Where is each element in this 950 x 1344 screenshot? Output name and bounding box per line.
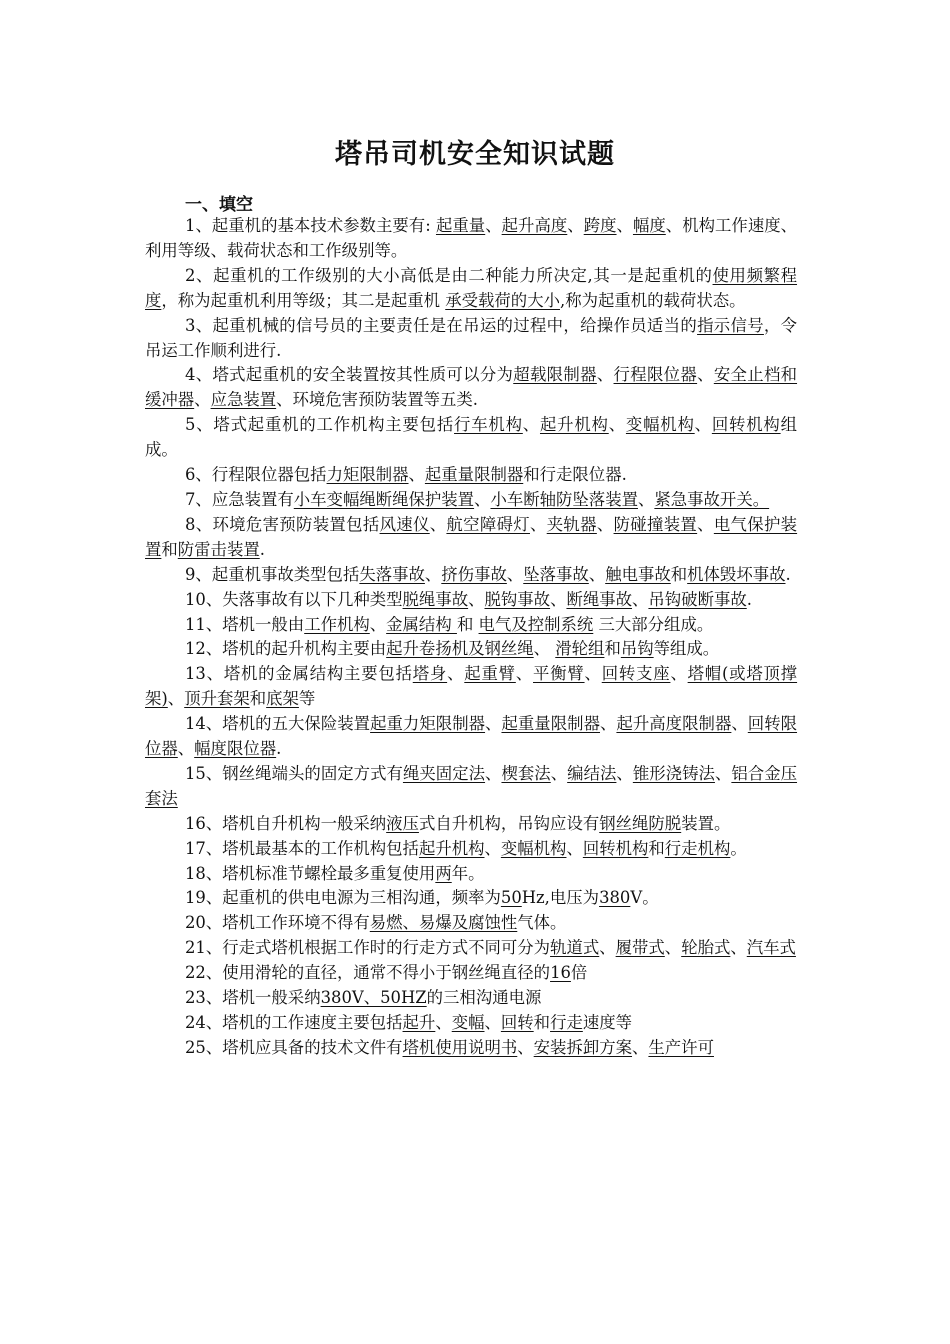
question-item (145, 613, 797, 638)
question-text: 、 (529, 514, 547, 534)
question-text: ,称为起重机的载荷状态。 (559, 290, 746, 310)
answer-blank: 电气保护装置 (145, 514, 798, 559)
answer-blank: 吊钩 (620, 639, 654, 659)
question-text: 、 (616, 216, 633, 235)
question-text: 组成。 (145, 415, 797, 460)
question-text: 、 (697, 514, 714, 534)
answer-blank: 回转机构 (711, 415, 781, 435)
answer-blank: 滑轮组 (555, 639, 605, 659)
answer-blank: 使用频繁程度 (145, 265, 798, 310)
question-text: 和行走限位器. (523, 465, 627, 485)
answer-blank: 起升高度限制器 (616, 714, 732, 734)
answer-blank: 吊钩破断事故 (648, 589, 747, 609)
answer-blank: 回转 (500, 1013, 534, 1032)
question-text: 、 (468, 589, 485, 609)
section-heading: 一、填空 (185, 195, 253, 215)
answer-blank: 防雷击装置 (177, 539, 260, 559)
answer-blank: 轨道式 (550, 938, 600, 958)
question-text: 、 (584, 664, 602, 684)
question-text: 和 (533, 1013, 551, 1032)
answer-blank: 回转支座 (601, 664, 671, 684)
answer-blank: 风速仪 (379, 514, 430, 534)
answer-blank: 触电事故 (605, 564, 671, 584)
answer-blank: 航空障碍灯 (446, 514, 530, 534)
question-text: 和 (161, 539, 178, 559)
answer-blank: 超载限制器 (513, 365, 597, 385)
question-text: 、 (599, 938, 616, 958)
question-text: 1、起重机的基本技术参数主要有: (185, 216, 436, 235)
answer-blank: 顶升套架 (184, 689, 250, 709)
answer-blank: 起升卷扬机及钢丝绳 (386, 639, 534, 659)
question-text: 、 (506, 564, 524, 584)
answer-blank: 起升高度 (501, 216, 568, 235)
question-text: 、 (194, 390, 211, 410)
answer-blank: 承受载荷的大小 (445, 290, 560, 310)
question-text: 、 (167, 689, 185, 709)
answer-blank: 行程限位器 (613, 365, 698, 385)
question-text: 、 (664, 938, 682, 958)
question-text: 25、塔机应具备的技术文件有 (185, 1037, 403, 1057)
answer-blank: 起重量 (435, 216, 486, 235)
question-item (145, 513, 797, 563)
question-text: 、 (424, 564, 442, 584)
answer-blank: 回转限位器 (145, 714, 798, 759)
question-text: 3、起重机械的信号员的主要责任是在吊运的过程中，给操作员适当的 (185, 315, 698, 335)
question-item (145, 886, 797, 911)
question-text: 、 (567, 216, 584, 235)
answer-blank: 起升 (402, 1013, 436, 1032)
answer-blank: 楔套法 (501, 763, 551, 783)
question-text: 的三相沟通电源 (426, 988, 542, 1008)
question-text: 4、塔式起重机的安全装置按其性质可以分为 (185, 365, 514, 385)
answer-blank: 履带式 (615, 938, 665, 958)
answer-blank: 幅度 (632, 216, 666, 235)
question-text: 19、起重机的供电电源为三相沟通，频率为 (185, 888, 501, 908)
answer-blank: 脱钩事故 (484, 589, 551, 609)
question-text: 、 (515, 664, 534, 684)
question-text: 5、塔式起重机的工作机构主要包括 (185, 415, 455, 435)
question-text: 式自升机构，吊钩应设有 (418, 813, 600, 833)
question-text: 、 (484, 838, 501, 858)
question-item (145, 812, 797, 837)
question-text: 和 (456, 614, 479, 634)
question-text: . (746, 589, 752, 609)
answer-blank: 起重量限制器 (501, 714, 600, 734)
question-text: 、 (697, 365, 714, 385)
question-text: 等组成。 (653, 639, 720, 659)
question-text: 三大部分组成。 (593, 614, 714, 634)
question-text: 、 (637, 489, 655, 509)
question-text: 、 (596, 365, 614, 385)
question-text: 、环境危害预防装置等五类. (276, 390, 479, 410)
answer-blank: 脱绳事故 (402, 589, 469, 609)
question-text: 和 (249, 689, 267, 709)
question-text: 23、塔机一般采纳 (185, 988, 321, 1008)
question-text: 、 (369, 614, 387, 634)
question-text: 14、塔机的五大保险装置 (185, 714, 371, 734)
question-text: 、 (632, 1037, 649, 1057)
answer-blank: 力矩限制器 (326, 465, 409, 485)
question-text: Hz,电压为 (521, 888, 600, 908)
question-text: 15、钢丝绳端头的固定方式有 (185, 763, 403, 783)
question-text: 、 (730, 938, 747, 958)
question-text: 、 (517, 1037, 534, 1057)
answer-blank: 底架 (266, 689, 299, 709)
question-text: 、 (522, 415, 540, 435)
question-item (145, 314, 797, 364)
question-text: 、 (408, 465, 425, 485)
question-text: 气体。 (517, 913, 567, 933)
question-list (145, 214, 797, 1061)
answer-blank: 16 (550, 963, 571, 983)
answer-blank: 变幅机构 (625, 415, 695, 435)
question-item (145, 214, 797, 264)
question-text: 和 (648, 838, 665, 858)
question-item (145, 637, 797, 662)
question-text: . (276, 739, 282, 759)
question-item (145, 961, 797, 986)
answer-blank: 液压 (386, 813, 419, 833)
question-text: 、 (429, 514, 447, 534)
answer-blank: 易燃、易爆及腐蚀性 (369, 913, 518, 933)
question-text: 倍 (570, 963, 588, 983)
answer-blank: 安全止档和缓冲器 (145, 365, 798, 410)
answer-blank: 电气及控制系统 (478, 614, 594, 634)
question-text: ，称为起重机利用等级；其二是起重机 (161, 290, 446, 310)
question-item (145, 488, 797, 513)
question-text: 、 (588, 564, 606, 584)
answer-blank: 回转机构 (582, 838, 649, 858)
answer-blank: 塔身 (412, 664, 448, 684)
question-text: 、 (447, 664, 465, 684)
question-text: 17、塔机最基本的工作机构包括 (185, 838, 419, 858)
question-text: 7、应急装置有 (185, 489, 294, 509)
answer-blank: 紧急事故开关。 (654, 489, 770, 509)
question-text: 、机构工作速度、利用等级、载荷状态和工作级别等。 (145, 216, 798, 260)
answer-blank: 变幅机构 (500, 838, 567, 858)
answer-blank: 金属结构 (386, 614, 457, 634)
question-text: 、 (550, 589, 567, 609)
answer-blank: 生产许可 (648, 1037, 714, 1057)
answer-blank: 工作机构 (304, 614, 370, 634)
answer-blank: 行走 (550, 1013, 583, 1032)
question-text: 和 (670, 564, 688, 584)
answer-blank: 机体毁坏事故 (687, 564, 786, 584)
question-text: 18、塔机标准节螺栓最多重复使用 (185, 863, 436, 883)
answer-blank: 起重量限制器 (424, 465, 524, 485)
answer-blank: 绳夹固定法 (402, 763, 486, 783)
question-text: 、 (566, 838, 583, 858)
question-text: 21、行走式塔机根据工作时的行走方式不同可分为 (185, 938, 551, 958)
answer-blank: 380V、50HZ (320, 988, 427, 1008)
question-text: 、 (485, 763, 502, 783)
question-text: 、 (484, 1013, 501, 1032)
answer-blank: 380 (599, 888, 631, 908)
answer-blank: 起重力矩限制器 (370, 714, 486, 734)
question-text: 年。 (451, 863, 485, 883)
question-text: 、 (731, 714, 748, 734)
answer-blank: 锥形浇铸法 (632, 763, 715, 783)
question-text: 8、环境危害预防装置包括 (185, 514, 380, 534)
question-text: 16、塔机自升机构一般采纳 (185, 813, 387, 833)
question-item (145, 911, 797, 936)
answer-blank: 两 (435, 863, 452, 883)
question-text: 11、塔机一般由 (185, 614, 305, 634)
answer-blank: 起升机构 (418, 838, 485, 858)
answer-blank: 变幅 (451, 1013, 485, 1032)
question-text: . (785, 564, 791, 584)
question-item (145, 837, 797, 862)
answer-blank: 失落事故 (359, 564, 425, 584)
answer-blank: 安装拆卸方案 (533, 1037, 633, 1057)
answer-blank: 挤伤事故 (441, 564, 507, 584)
question-item (145, 662, 797, 712)
answer-blank: 平衡臂 (533, 664, 585, 684)
answer-blank: 塔机使用说明书 (402, 1037, 518, 1057)
question-text: 、 (474, 489, 491, 509)
question-text: 20、塔机工作环境不得有 (185, 913, 370, 933)
question-text: 、 (533, 639, 556, 659)
answer-blank: 起重臂 (464, 664, 516, 684)
answer-blank: 小车断轴防坠落装置 (490, 489, 638, 509)
answer-blank: 轮胎式 (681, 938, 731, 958)
answer-blank: 坠落事故 (523, 564, 589, 584)
question-item (145, 463, 797, 488)
question-text: 12、塔机的起升机构主要由 (185, 639, 387, 659)
question-text: 2、起重机的工作级别的大小高低是由二种能力所决定,其一是起重机的 (185, 265, 713, 285)
question-item (145, 588, 797, 613)
answer-blank: 起升机构 (539, 415, 609, 435)
question-text: 10、失落事故有以下几种类型 (185, 589, 403, 609)
answer-blank: 防碰撞装置 (613, 514, 698, 534)
answer-blank: 行走机构 (664, 838, 731, 858)
question-item (145, 986, 797, 1011)
question-text: 、 (596, 514, 614, 534)
question-text: ，令吊运工作顺利进行. (145, 315, 798, 360)
question-item (145, 936, 797, 961)
answer-blank: 汽车式 (746, 938, 796, 958)
answer-blank: 夹轨器 (546, 514, 597, 534)
answer-blank: 跨度 (583, 216, 617, 235)
question-item (145, 264, 797, 314)
question-text: . (259, 539, 265, 559)
question-text: 、 (435, 1013, 452, 1032)
answer-blank: 指示信号 (697, 315, 764, 335)
question-item (145, 762, 797, 812)
question-text: 、 (177, 739, 195, 759)
question-item (145, 1036, 797, 1061)
question-item (145, 413, 797, 463)
question-text: 、 (485, 216, 502, 235)
question-text: V。 (630, 888, 659, 908)
answer-blank: 小车变幅绳断绳保护装置 (293, 489, 475, 509)
answer-blank: 应急装置 (210, 390, 277, 410)
question-text: 、 (694, 415, 712, 435)
answer-blank: 塔帽(或塔顶撑架) (145, 664, 798, 709)
answer-blank: 断绳事故 (566, 589, 633, 609)
answer-blank: 铝合金压套法 (145, 763, 798, 808)
question-text: 13、塔机的金属结构主要包括 (185, 664, 413, 684)
question-text: 、 (670, 664, 688, 684)
question-item (145, 862, 797, 887)
answer-blank: 行车机构 (454, 415, 523, 435)
question-text: 速度等 (582, 1013, 633, 1032)
question-item (145, 1011, 797, 1036)
question-text: 。 (730, 838, 747, 858)
answer-blank: 幅度限位器 (194, 739, 277, 759)
answer-blank: 钢丝绳防脱 (599, 813, 682, 833)
question-text: 、 (608, 415, 626, 435)
question-text: 、 (550, 763, 568, 783)
answer-blank: 50 (500, 888, 522, 908)
question-text: 、 (632, 589, 649, 609)
question-item (145, 563, 797, 588)
document-title: 塔吊司机安全知识试题 (335, 139, 615, 170)
question-text: 9、起重机事故类型包括 (185, 564, 360, 584)
question-text: 装置。 (681, 813, 731, 833)
question-item (145, 712, 797, 762)
question-item (145, 363, 797, 413)
question-text: 24、塔机的工作速度主要包括 (185, 1013, 403, 1032)
question-text: 22、使用滑轮的直径，通常不得小于钢丝绳直径的 (185, 963, 551, 983)
question-text: 、 (616, 763, 633, 783)
question-text: 6、行程限位器包括 (185, 465, 327, 485)
question-text: 、 (600, 714, 617, 734)
question-text: 、 (714, 763, 732, 783)
question-text: 和 (604, 639, 621, 659)
question-text: 、 (485, 714, 502, 734)
question-text: 等 (298, 689, 316, 709)
answer-blank: 编结法 (567, 763, 617, 783)
